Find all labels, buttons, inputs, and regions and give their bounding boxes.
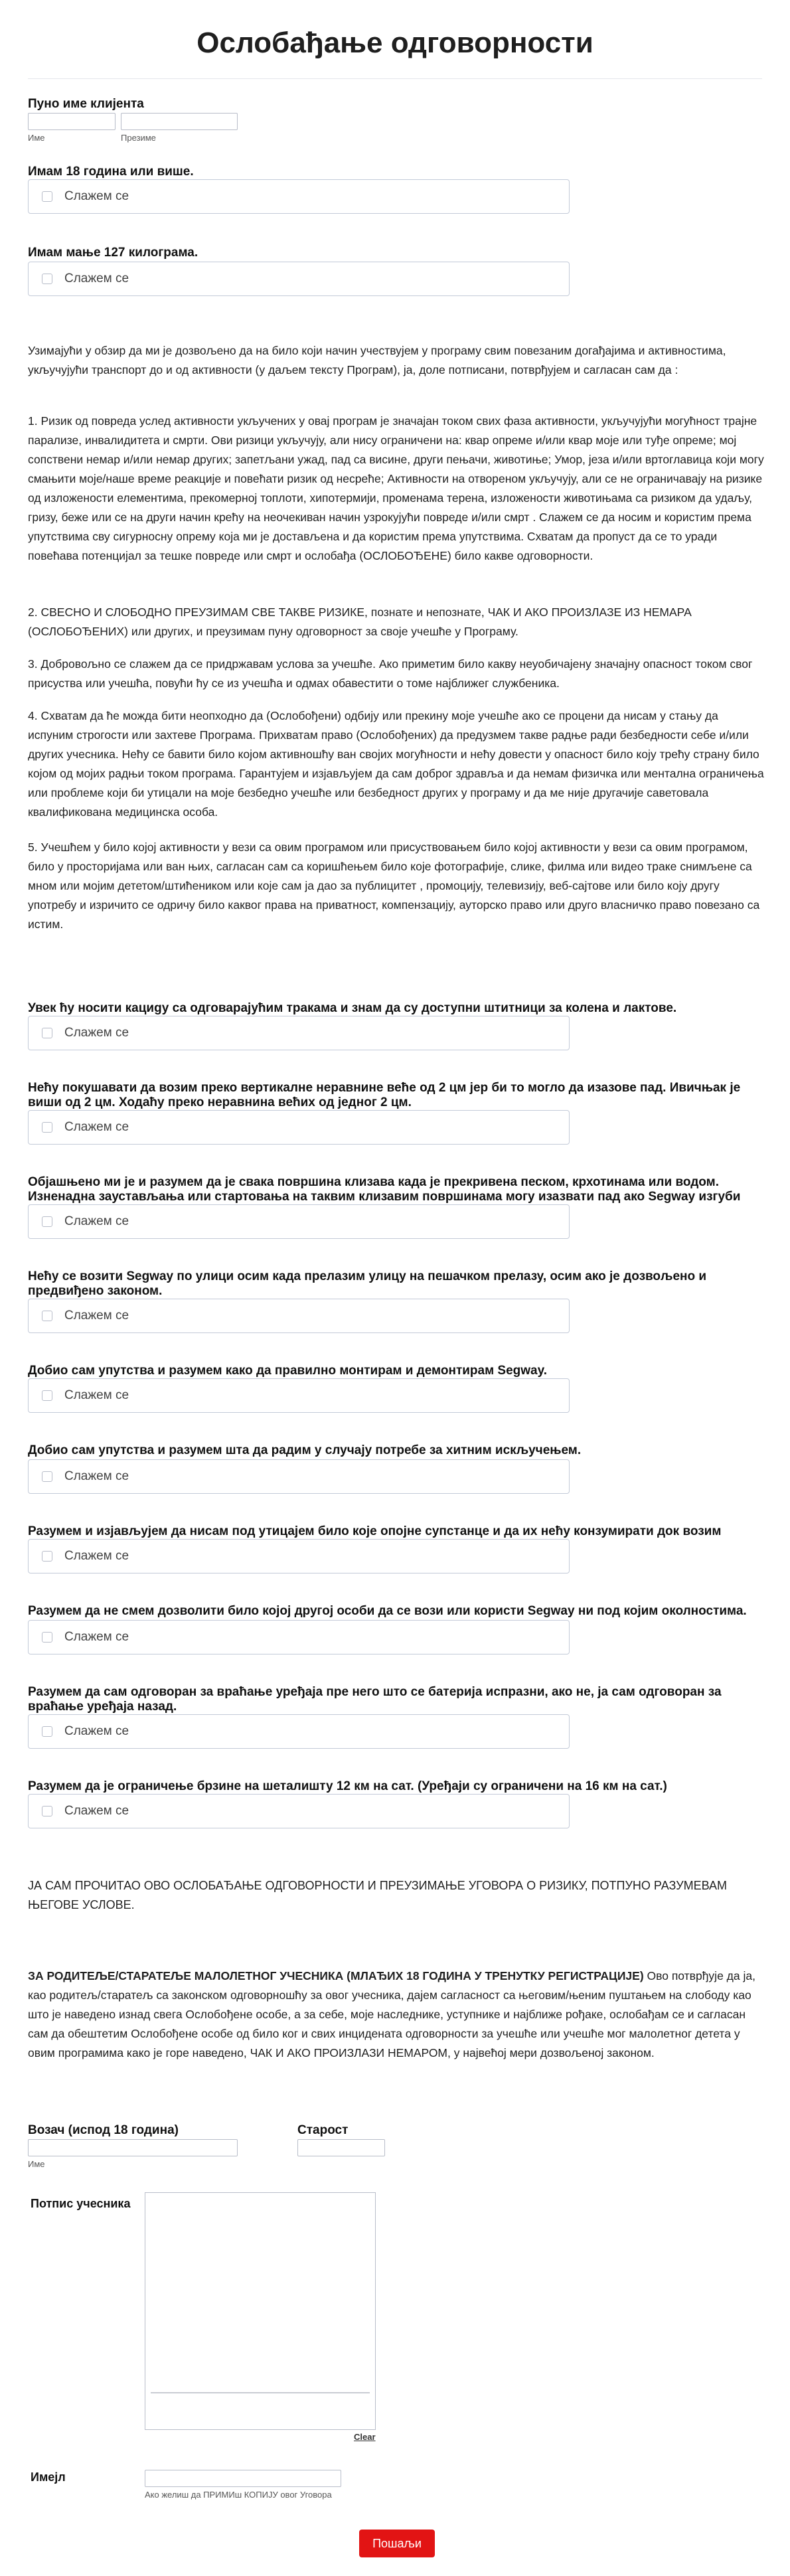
first-name-input[interactable] — [28, 113, 116, 130]
age-label: Старост — [297, 2123, 349, 2137]
signature-pad[interactable] — [145, 2192, 376, 2430]
terms-intro: Узимајући у обзир да ми је дозвољено да на било који начин учествујем у програму свим повезаним догађајима и активностима, укључујући транспорт до и од активности (у даљем тексту Програм), ја, доле потписани, потврђујем и сагласан сам да : — [28, 344, 726, 376]
emergency-agree-checkbox[interactable] — [42, 1471, 52, 1482]
substances-agree-label: Слажем се — [64, 1549, 129, 1563]
mount-agree-checkbox[interactable] — [42, 1390, 52, 1401]
device-return-question-label: Разумем да сам одговоран за враћање уређаја пре него што се батерија испразни, ако не, ја сам одговоран за враћање уређаја назад. — [28, 1685, 722, 1714]
signature-baseline — [151, 2392, 370, 2393]
age-input[interactable] — [297, 2139, 385, 2156]
terms-item-3: 3. Добровољно се слажем да се придржавам услова за учешће. Ако приметим било какву неуобичајену значајну опасност током свог присуства или учешћа, повући ћу се из учешћа и одмах обавестити о томе најближег службеника. — [28, 657, 753, 690]
substances-agree-option[interactable] — [28, 1539, 570, 1573]
first-name-sublabel: Име — [28, 133, 45, 143]
acknowledgement-text: ЈА САМ ПРОЧИТАО ОВО ОСЛОБАЂАЊЕ ОДГОВОРНОСТИ И ПРЕУЗИМАЊЕ УГОВОРА О РИЗИКУ, ПОТПУНО РАЗУМЕВАМ ЊЕГОВЕ УСЛОВЕ. — [28, 1879, 728, 1911]
weight-agree-option[interactable] — [28, 262, 570, 296]
others-question-label: Разумем да не смем дозволити било којој другој особи да се вози или користи Segway ни под којим околностима. — [28, 1604, 747, 1618]
street-agree-checkbox[interactable] — [42, 1311, 52, 1321]
emergency-agree-option[interactable] — [28, 1459, 570, 1494]
client-name-label: Пуно име клијента — [28, 97, 144, 111]
device-return-agree-label: Слажем се — [64, 1724, 129, 1738]
minor-participant-section — [28, 1967, 765, 2063]
age-agree-label: Слажем се — [64, 189, 129, 203]
substances-agree-checkbox[interactable] — [42, 1551, 52, 1562]
driver-label: Возач (испод 18 година) — [28, 2123, 179, 2137]
terms-item-4: 4. Схватам да ће можда бити неопходно да (Ослобођени) одбију или прекину моје учешће ако се процени да нисам у стању да испуним строгости или захтеве Програма. Прихватам право (Ослобођених) да предузмем такве радње ради безбедности себе и/или других учесника. Нећу се бавити било којом активношћу ван својих могућности и нећу довести у опасност било коју трећу страну било којом од мојих радњи током програма. Гарантујем и изјављујем да сам доброг здравља и да немам физичка или ментална ограничења или проблеме који би утицали на моје безбедно учешће или безбедност других у програму и да ме није другачије саветовала квалификована медицинска особа. — [28, 709, 764, 819]
helmet-question-label: Увек ћу носити кациgу са одговарајућим тракама и знам да су доступни штитници за колена и лактове. — [28, 1001, 677, 1015]
slippery-agree-checkbox[interactable] — [42, 1216, 52, 1227]
street-agree-option[interactable] — [28, 1299, 570, 1333]
mount-agree-option[interactable] — [28, 1378, 570, 1413]
signature-label: Потпис учесника — [31, 2197, 131, 2210]
title-divider — [28, 78, 762, 79]
driver-name-sublabel: Име — [28, 2159, 45, 2169]
others-agree-option[interactable] — [28, 1620, 570, 1654]
email-sublabel: Ако желиш да ПРИМИш КОПИЈУ овог Уговора — [145, 2490, 332, 2500]
minor-text: Ово потврђује да ја, као родитељ/старатељ са законском одговорношћу за овог учесника, дајем сагласност са његовим/њеним пуштањем на слободу као што је наведено изнад свега Ослобођене особе, а за себе, моје наследнике, уступнике и најближе рођаке, ослобађам се и сагласан сам да обештетим Ослобођене особе од било ког и свих инцидената одговорности за учешће или учешће мог малолетног детета у овим програмима како је горе наведено, ЧАК И АКО ПРОИЗЛАЗИ НЕМАРОМ, у највећој мери дозвољеној законом. — [28, 1969, 755, 2059]
terms-item-2: 2. СВЕСНО И СЛОБОДНО ПРЕУЗИМАМ СВЕ ТАКВЕ РИЗИКЕ, познате и непознате, ЧАК И АКО ПРОИЗЛАЗЕ ИЗ НЕМАРА (ОСЛОБОЂЕНИХ) или других, и преузимам пуну одговорност за своје учешће у Програму. — [28, 605, 692, 638]
device-return-agree-option[interactable] — [28, 1714, 570, 1749]
speed-question-label: Разумем да је ограничење брзине на шеталишту 12 км на сат. (Уређаји су ограничени на 16 км на сат.) — [28, 1779, 667, 1793]
terms-item-1: 1. Ризик од повреда услед активности укључених у овај програм је значајан током свих фаза активности, укључујући могућност трајне парализе, инвалидитета и смрти. Ови ризици укључују, али нису ограничени на: квар опреме и/или квар моје или туђе опреме; мој сопствени немар и/или немар других; запетљани ужад, пад са висине, други пењачи, животиње; Умор, језа и/или вртоглавица који могу смањити моје/наше време реакције и повећати ризик од несреће; Активности на отвореном укључују, али се не ограничавају на ризике од изложености елементима, прекомерној топлоти, хипотермији, променама терена, изложености животињама са ризиком да удаљу, гризу, беже или се на други начин крећу на неочекиван начин узрокујући повреде и/или смрт . Слажем се да носим и користим према упутствима сву сигурносну опрему која ми је достављена и да користим према упутствима. Схватам да пропуст да се то уради повећава потенцијал за тешке повреде или смрт и ослобађа (ОСЛОБОЂЕНЕ) било какве одговорности. — [28, 414, 764, 562]
terrain-agree-checkbox[interactable] — [42, 1122, 52, 1133]
others-agree-label: Слажем се — [64, 1630, 129, 1644]
age-agree-option[interactable] — [28, 179, 570, 214]
weight-agree-checkbox[interactable] — [42, 274, 52, 284]
speed-agree-label: Слажем се — [64, 1804, 129, 1818]
slippery-agree-label: Слажем се — [64, 1214, 129, 1228]
signature-clear-link[interactable]: Clear — [354, 2432, 376, 2442]
slippery-question-label: Објашњено ми је и разумем да је свака површина клизава када је прекривена песком, крхотинама или водом. Изненадна заустављања или стартовања на таквим клизавим површинама могу изазвати пад ако Segway изгуби — [28, 1175, 741, 1204]
email-input[interactable] — [145, 2470, 341, 2487]
speed-agree-checkbox[interactable] — [42, 1806, 52, 1816]
minor-heading: ЗА РОДИТЕЉЕ/СТАРАТЕЉЕ МАЛОЛЕТНОГ УЧЕСНИКА (МЛАЂИХ 18 ГОДИНА У ТРЕНУТКУ РЕГИСТРАЦИЈЕ) — [28, 1969, 644, 1982]
terms-item-5: 5. Учешћем у било којој активности у вези са овим програмом или присуствовањем било којој активности у вези са овим програмом, било у просторијама или ван њих, сагласан сам са коришћењем било које фотографије, слике, филма или видео траке снимљене са мном или мојим дететом/штићеником или које сам ја дао за публицитет , промоцију, телевизију, веб-сајтове или било коју другу употребу и изричито се одричу било каквог права на приватност, компензацију, ауторско право или друго власничко право повезано са истим. — [28, 841, 760, 931]
others-agree-checkbox[interactable] — [42, 1632, 52, 1643]
terrain-question-label: Нећу покушавати да возим преко вертикалне неравнине веће од 2 цм јер би то могло да изазове пад. Ивичњак је виши од 2 цм. Ходаћу преко неравнина већих од једног 2 цм. — [28, 1081, 741, 1109]
submit-button[interactable]: Пошаљи — [359, 2530, 435, 2557]
helmet-agree-checkbox[interactable] — [42, 1028, 52, 1038]
device-return-agree-checkbox[interactable] — [42, 1726, 52, 1737]
slippery-agree-option[interactable] — [28, 1204, 570, 1239]
speed-agree-option[interactable] — [28, 1794, 570, 1828]
mount-question-label: Добио сам упутства и разумем како да правилно монтирам и демонтирам Segway. — [28, 1364, 548, 1378]
emergency-agree-label: Слажем се — [64, 1469, 129, 1483]
emergency-question-label: Добио сам упутства и разумем шта да радим у случају потребе за хитним искључењем. — [28, 1443, 582, 1457]
street-agree-label: Слажем се — [64, 1309, 129, 1323]
helmet-agree-option[interactable] — [28, 1016, 570, 1050]
helmet-agree-label: Слажем се — [64, 1026, 129, 1040]
age-agree-checkbox[interactable] — [42, 191, 52, 202]
substances-question-label: Разумем и изјављујем да нисам под утицајем било које опојне супстанце и да их нећу конзумирати док возим — [28, 1524, 722, 1538]
mount-agree-label: Слажем се — [64, 1388, 129, 1402]
weight-agree-label: Слажем се — [64, 272, 129, 285]
age-question-label: Имам 18 година или више. — [28, 165, 194, 179]
email-label: Имејл — [31, 2470, 66, 2484]
street-question-label: Нећу се возити Segway по улици осим када прелазим улицу на пешачком прелазу, осим ако је дозвољено и предвиђено законом. — [28, 1269, 707, 1298]
terrain-agree-option[interactable] — [28, 1110, 570, 1145]
terrain-agree-label: Слажем се — [64, 1120, 129, 1134]
last-name-sublabel: Презиме — [121, 133, 156, 143]
last-name-input[interactable] — [121, 113, 238, 130]
driver-name-input[interactable] — [28, 2139, 238, 2156]
weight-question-label: Имам мање 127 килограма. — [28, 246, 198, 260]
page-title: Ослобађање одговорности — [197, 27, 593, 59]
